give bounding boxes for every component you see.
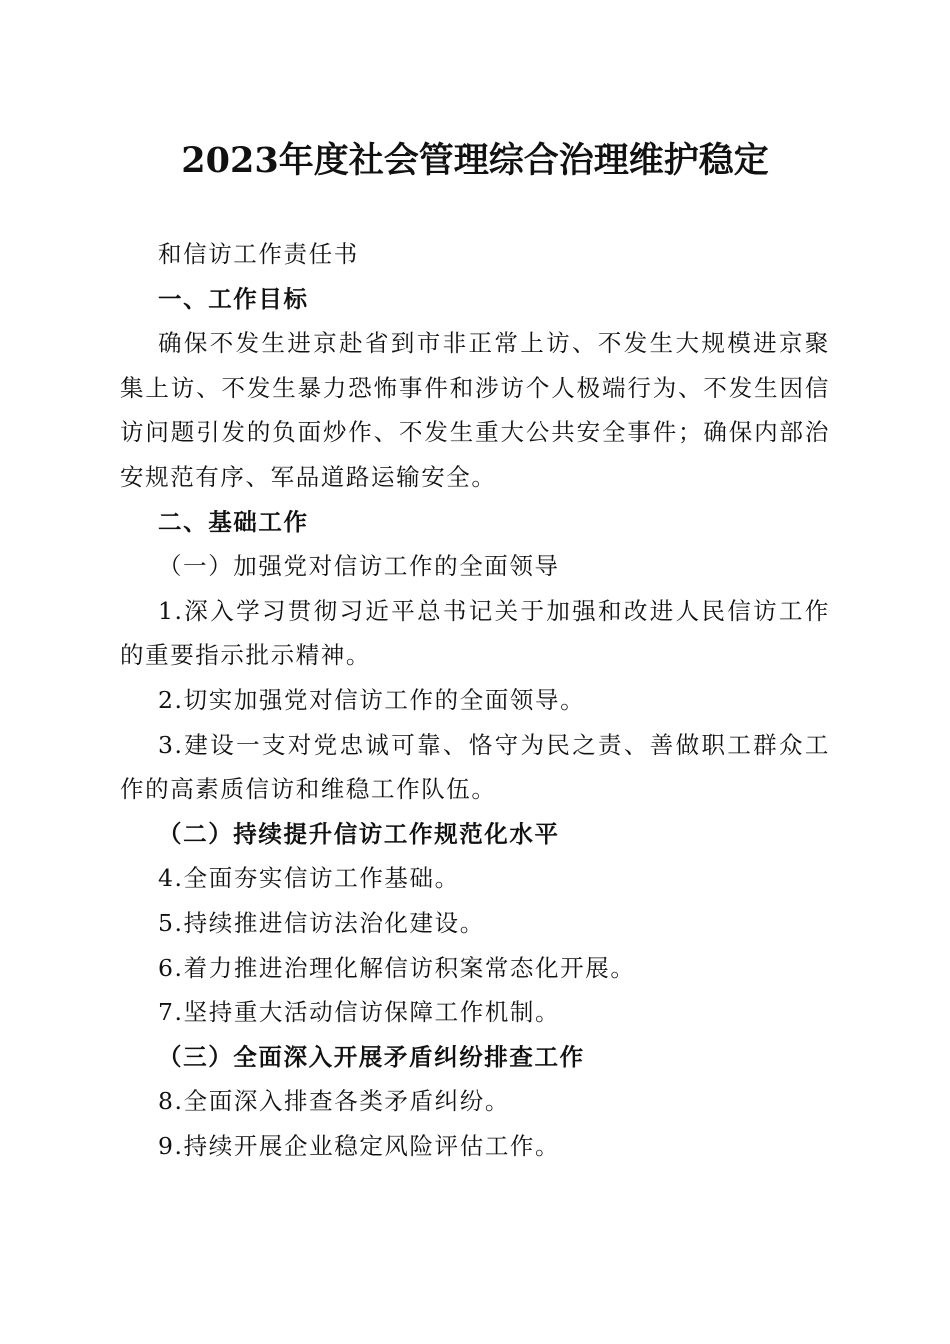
list-item: 8.全面深入排查各类矛盾纠纷。: [158, 1087, 510, 1116]
subsection-heading-party-leadership: （一）加强党对信访工作的全面领导: [158, 552, 560, 581]
goals-paragraph: 确保不发生进京赴省到市非正常上访、不发生大规模进京聚集上访、不发生暴力恐怖事件和涉访个人极端行为、不发生因信访问题引发的负面炒作、不发生重大公共安全事件；确保内部治安规范有序、军品道路运输安全。: [120, 329, 830, 491]
list-item: 4.全面夯实信访工作基础。: [158, 864, 460, 893]
list-item: 6.着力推进治理化解信访积案常态化开展。: [158, 953, 636, 982]
list-item: 3.建设一支对党忠诚可靠、恪守为民之责、善做职工群众工作的高素质信访和维稳工作队伍。: [120, 730, 830, 804]
document-body: [120, 232, 830, 1168]
list-item: 1.深入学习贯彻习近平总书记关于加强和改进人民信访工作的重要指示批示精神。: [120, 596, 830, 670]
list-item: 7.坚持重大活动信访保障工作机制。: [158, 998, 561, 1027]
document-title: 2023年度社会管理综合治理维护稳定: [181, 140, 769, 181]
list-item: 5.持续推进信访法治化建设。: [158, 908, 485, 937]
subsection-heading-standardization: （二）持续提升信访工作规范化水平: [158, 819, 560, 848]
list-item: 9.持续开展企业稳定风险评估工作。: [158, 1131, 561, 1160]
section-heading-goals: 一、工作目标: [158, 284, 309, 313]
section-heading-basic-work: 二、基础工作: [158, 507, 309, 536]
list-item: 2.切实加强党对信访工作的全面领导。: [158, 685, 586, 714]
subsection-heading-dispute-screening: （三）全面深入开展矛盾纠纷排查工作: [158, 1042, 585, 1071]
title-continuation: 和信访工作责任书: [158, 240, 359, 268]
